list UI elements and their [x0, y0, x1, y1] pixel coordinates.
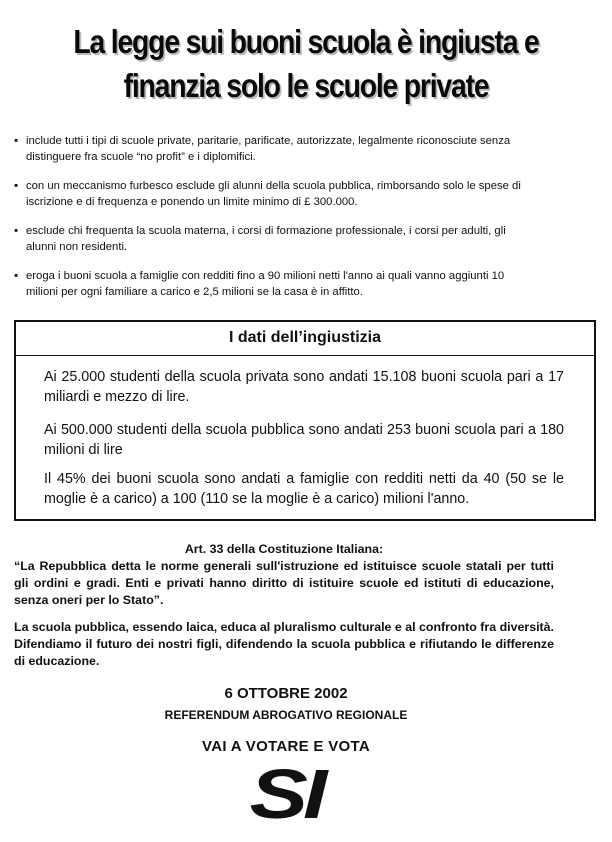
list-item	[14, 223, 534, 255]
bullet-list	[14, 133, 534, 313]
title-line-2: finanzia solo le scuole private	[123, 67, 489, 104]
bullet-text: con un meccanismo furbesco esclude gli alunni della scuola pubblica, rimborsando solo le spese di iscrizione e di frequenza e ponendo un limite minimo di £ 300.000.	[26, 180, 521, 208]
list-item	[14, 268, 534, 300]
bullet-text: esclude chi frequenta la scuola materna, i corsi di formazione professionale, i corsi per adulti, gli alunni non residenti.	[26, 225, 506, 253]
list-item	[14, 133, 534, 165]
article-heading: Art. 33 della Costituzione Italiana:	[184, 542, 384, 556]
box-paragraph: Ai 25.000 studenti della scuola privata sono andati 15.108 buoni scuola pari a 17 miliardi e mezzo di lire.	[44, 369, 564, 405]
bullet-icon: ▪	[14, 225, 19, 237]
list-item	[14, 178, 534, 210]
referendum-label: REFERENDUM ABROGATIVO REGIONALE	[164, 708, 408, 722]
bullet-icon: ▪	[14, 180, 19, 192]
vote-call: VAI A VOTARE E VOTA	[202, 738, 370, 755]
box-title: I dati dell’ingiustizia	[228, 329, 381, 346]
referendum-date: 6 OTTOBRE 2002	[224, 685, 348, 702]
constitution-article	[14, 541, 554, 670]
bullet-icon: ▪	[14, 270, 19, 282]
vote-si: SI	[249, 755, 323, 833]
box-paragraph: Il 45% dei buoni scuola sono andati a famiglie con redditi netti da 40 (50 se le moglie è a carico) a 100 (110 se la moglie è a carico) milioni l'anno.	[44, 471, 564, 507]
title-line-1: La legge sui buoni scuola è ingiusta e	[73, 23, 539, 60]
data-box	[14, 320, 596, 521]
box-paragraph: Ai 500.000 studenti della scuola pubblica sono andati 253 buoni scuola pari a 180 milioni di lire	[44, 422, 564, 458]
box-divider	[16, 355, 594, 356]
page-title	[43, 20, 569, 108]
bullet-text: eroga i buoni scuola a famiglie con redditi fino a 90 milioni netti l'anno ai quali vanno aggiunti 10 milioni per ogni familiare a carico e 2,5 milioni se la casa è in affitto.	[26, 270, 505, 298]
article-quote: “La Repubblica detta le norme generali sull'istruzione ed istituisce scuole statali per tutti gli ordini e gradi. Enti e privati hanno diritto di istituire scuole ed istituti di educazione, senza oneri per lo Stato”.	[14, 559, 554, 607]
bullet-text: include tutti i tipi di scuole private, paritarie, parificate, autorizzate, legalmente riconosciute senza distinguere fra scuole “no profit” e i diplomifici.	[26, 135, 511, 163]
bullet-icon: ▪	[14, 135, 19, 147]
closing-paragraph: La scuola pubblica, essendo laica, educa al pluralismo culturale e al confronto fra diversità. Difendiamo il futuro dei nostri figli, difendendo la scuola pubblica e rifiutando le differenze di educazione.	[14, 620, 554, 668]
